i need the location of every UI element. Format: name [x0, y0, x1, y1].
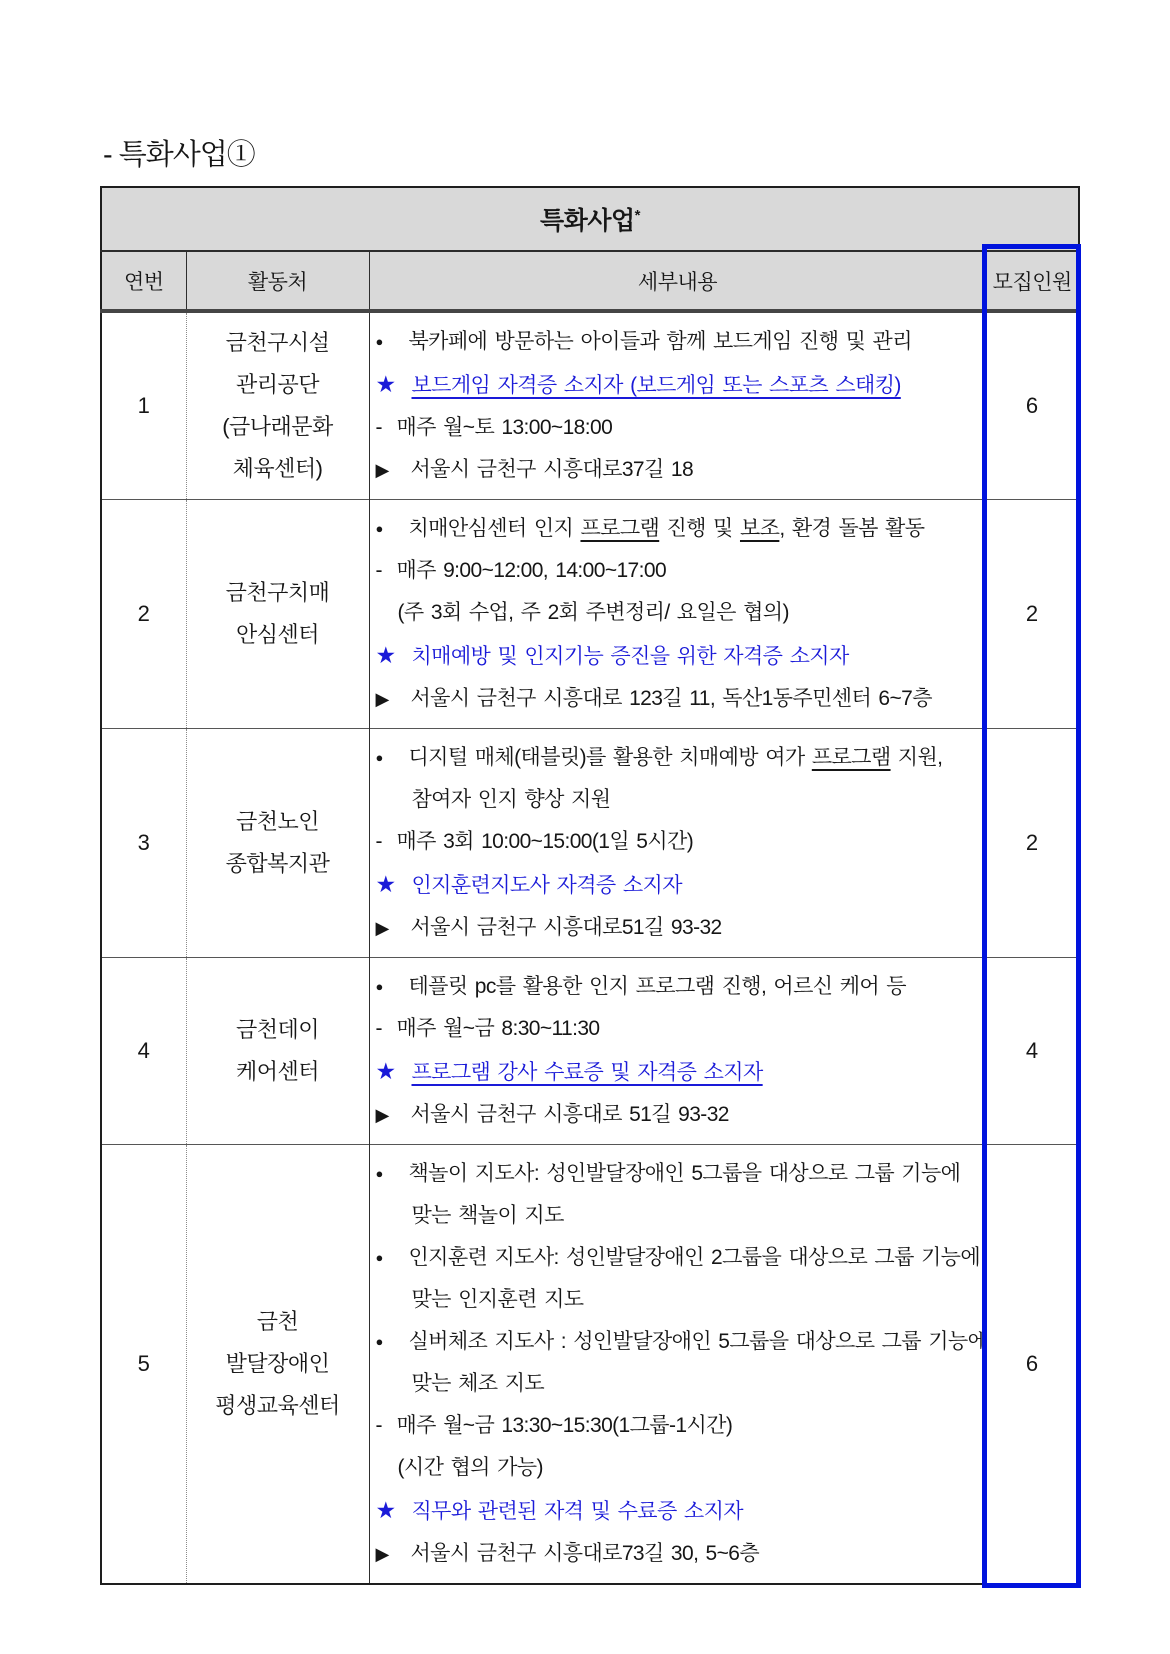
- page-title: - 특화사업①: [103, 139, 255, 171]
- table-title-cell: [101, 187, 1079, 251]
- row-number-cell: 1: [101, 311, 186, 500]
- table-row: [101, 958, 1079, 1145]
- detail-line-bullet: [376, 737, 983, 779]
- details-cell: [369, 1145, 986, 1585]
- detail-line-dash: [376, 407, 983, 449]
- table-row: [101, 1145, 1079, 1585]
- organization-cell: [186, 500, 369, 729]
- detail-text: 매주 9:00~12:00, 14:00~17:00: [396, 559, 667, 582]
- detail-line-arrow: [376, 1533, 983, 1575]
- row-number-cell: 4: [101, 958, 186, 1145]
- detail-text: 북카페에 방문하는 아이들과 함께 보드게임 진행 및 관리: [408, 330, 912, 353]
- detail-text: 서울시 금천구 시흥대로73길 30, 5~6층: [410, 1542, 760, 1565]
- organization-line: 관리공단: [235, 372, 319, 397]
- table-row: [101, 729, 1079, 958]
- detail-line-indent: [376, 1195, 983, 1237]
- detail-text: 맞는 책놀이 지도: [411, 1204, 564, 1227]
- detail-text: 서울시 금천구 시흥대로51길 93-32: [410, 916, 722, 939]
- organization-line: 체육센터): [232, 456, 323, 481]
- dash-marker-icon: -: [375, 1017, 382, 1040]
- detail-line-dash: [376, 821, 983, 863]
- details-cell: [369, 500, 986, 729]
- detail-line-star: [376, 1489, 983, 1533]
- detail-text: 매주 월~토 13:00~18:00: [396, 416, 613, 439]
- arrow-marker-icon: ▶: [375, 689, 389, 709]
- table-row: [101, 311, 1079, 500]
- star-marker-icon: ★: [375, 871, 396, 897]
- detail-text: 서울시 금천구 시흥대로 51길 93-32: [410, 1103, 729, 1126]
- bullet-marker-icon: ●: [375, 979, 383, 994]
- details-cell: [369, 729, 986, 958]
- detail-text: (시간 협의 가능): [397, 1456, 543, 1479]
- detail-text: 매주 월~금 8:30~11:30: [396, 1017, 600, 1040]
- organization-cell: [186, 729, 369, 958]
- detail-text: 보조: [739, 517, 780, 540]
- detail-line-star: [376, 363, 983, 407]
- header-organization: 활동처: [186, 251, 369, 311]
- star-marker-icon: ★: [375, 371, 396, 397]
- header-no: 연번: [101, 251, 186, 311]
- detail-text: 서울시 금천구 시흥대로37길 18: [410, 458, 694, 481]
- table-title-asterisk: *: [634, 207, 640, 224]
- detail-line-arrow: [376, 678, 983, 720]
- detail-text: 프로그램 강사 수료증 및 자격증 소지자: [411, 1061, 763, 1084]
- detail-text: 직무와 관련된 자격 및 수료증 소지자: [411, 1500, 743, 1523]
- detail-text: 서울시 금천구 시흥대로 123길 11, 독산1동주민센터 6~7층: [410, 687, 932, 710]
- recruit-count-cell: 6: [986, 1145, 1079, 1585]
- organization-line: 금천노인: [235, 809, 319, 834]
- detail-line-star: [376, 634, 983, 678]
- header-details: 세부내용: [369, 251, 986, 311]
- detail-line-arrow: [376, 907, 983, 949]
- detail-text: 테플릿 pc를 활용한 인지 프로그램 진행, 어르신 케어 등: [408, 975, 906, 998]
- detail-line-star: [376, 1050, 983, 1094]
- detail-text: 실버체조 지도사 : 성인발달장애인 5그룹을 대상으로 그룹 기능에: [408, 1330, 988, 1353]
- detail-text: 진행 및: [659, 517, 740, 540]
- bullet-marker-icon: ●: [375, 750, 383, 765]
- detail-text: , 환경 돌봄 활동: [779, 517, 925, 540]
- arrow-marker-icon: ▶: [375, 1544, 389, 1564]
- bullet-marker-icon: ●: [375, 1334, 383, 1349]
- table-title-row: [101, 187, 1079, 251]
- detail-line-dash: [376, 550, 983, 592]
- detail-line-indent: [376, 779, 983, 821]
- detail-text: 인지훈련 지도사: 성인발달장애인 2그룹을 대상으로 그룹 기능에: [408, 1246, 981, 1269]
- detail-text: 인지훈련지도사 자격증 소지자: [411, 874, 682, 897]
- organization-line: 발달장애인: [225, 1351, 330, 1376]
- detail-text: 프로그램: [580, 517, 660, 540]
- bullet-marker-icon: ●: [375, 521, 383, 536]
- row-number-cell: 2: [101, 500, 186, 729]
- detail-line-dash: [376, 1008, 983, 1050]
- dash-marker-icon: -: [375, 1414, 382, 1437]
- detail-line-indent: [376, 1279, 983, 1321]
- detail-line-arrow: [376, 1094, 983, 1136]
- header-recruit-count: 모집인원: [986, 251, 1079, 311]
- organization-line: 평생교육센터: [215, 1393, 340, 1418]
- detail-line-bullet: [376, 966, 983, 1008]
- row-number-cell: 5: [101, 1145, 186, 1585]
- recruit-count-cell: 2: [986, 500, 1079, 729]
- organization-line: 금천데이: [235, 1017, 319, 1042]
- detail-line-star: [376, 863, 983, 907]
- column-header-row: [101, 251, 1079, 311]
- detail-text: 책놀이 지도사: 성인발달장애인 5그룹을 대상으로 그룹 기능에: [408, 1162, 961, 1185]
- detail-line-dash: [376, 1405, 983, 1447]
- detail-line-paren: [376, 592, 983, 634]
- organization-line: 금천구시설: [225, 330, 330, 355]
- detail-text: 맞는 체조 지도: [411, 1372, 545, 1395]
- recruitment-table-wrap: [100, 186, 1078, 1585]
- organization-line: 금천: [256, 1309, 299, 1334]
- bullet-marker-icon: ●: [375, 334, 383, 349]
- dash-marker-icon: -: [375, 559, 382, 582]
- organization-cell: [186, 311, 369, 500]
- row-number-cell: 3: [101, 729, 186, 958]
- arrow-marker-icon: ▶: [375, 918, 389, 938]
- arrow-marker-icon: ▶: [375, 460, 389, 480]
- recruit-count-cell: 6: [986, 311, 1079, 500]
- detail-line-indent: [376, 1363, 983, 1405]
- details-cell: [369, 311, 986, 500]
- recruit-count-cell: 4: [986, 958, 1079, 1145]
- detail-line-bullet: [376, 1237, 983, 1279]
- detail-text: 매주 월~금 13:30~15:30(1그룹-1시간): [396, 1414, 733, 1437]
- detail-text: 치매안심센터 인지: [408, 517, 581, 540]
- detail-text: 매주 3회 10:00~15:00(1일 5시간): [396, 830, 694, 853]
- bullet-marker-icon: ●: [375, 1250, 383, 1265]
- star-marker-icon: ★: [375, 642, 396, 668]
- organization-line: 종합복지관: [225, 851, 330, 876]
- detail-text: 맞는 인지훈련 지도: [411, 1288, 584, 1311]
- detail-line-arrow: [376, 449, 983, 491]
- detail-line-bullet: [376, 321, 983, 363]
- organization-line: 안심센터: [235, 622, 319, 647]
- recruitment-table: [100, 186, 1080, 1585]
- detail-line-paren: [376, 1447, 983, 1489]
- organization-line: (금나래문화: [222, 414, 333, 439]
- detail-text: 프로그램: [811, 746, 891, 769]
- table-row: [101, 500, 1079, 729]
- organization-cell: [186, 958, 369, 1145]
- detail-text: 참여자 인지 향상 지원: [411, 788, 611, 811]
- detail-line-bullet: [375, 1321, 988, 1363]
- organization-cell: [186, 1145, 369, 1585]
- organization-line: 케어센터: [235, 1059, 319, 1084]
- star-marker-icon: ★: [375, 1497, 396, 1523]
- detail-text: 지원,: [890, 746, 943, 769]
- recruit-count-cell: 2: [986, 729, 1079, 958]
- detail-line-bullet: [376, 1153, 983, 1195]
- star-marker-icon: ★: [375, 1058, 396, 1084]
- detail-text: 치매예방 및 인지기능 증진을 위한 자격증 소지자: [411, 645, 849, 668]
- arrow-marker-icon: ▶: [375, 1105, 389, 1125]
- detail-text: (주 3회 수업, 주 2회 주변정리/ 요일은 협의): [397, 601, 789, 624]
- detail-text: 디지털 매체(태블릿)를 활용한 치매예방 여가: [408, 746, 812, 769]
- organization-line: 금천구치매: [225, 580, 330, 605]
- bullet-marker-icon: ●: [375, 1166, 383, 1181]
- detail-text: 보드게임 자격증 소지자 (보드게임 또는 스포츠 스태킹): [411, 374, 901, 397]
- dash-marker-icon: -: [375, 416, 382, 439]
- details-cell: [369, 958, 986, 1145]
- dash-marker-icon: -: [375, 830, 382, 853]
- detail-line-bullet: [376, 508, 983, 550]
- table-body: [101, 311, 1079, 1584]
- table-title: 특화사업: [540, 207, 635, 235]
